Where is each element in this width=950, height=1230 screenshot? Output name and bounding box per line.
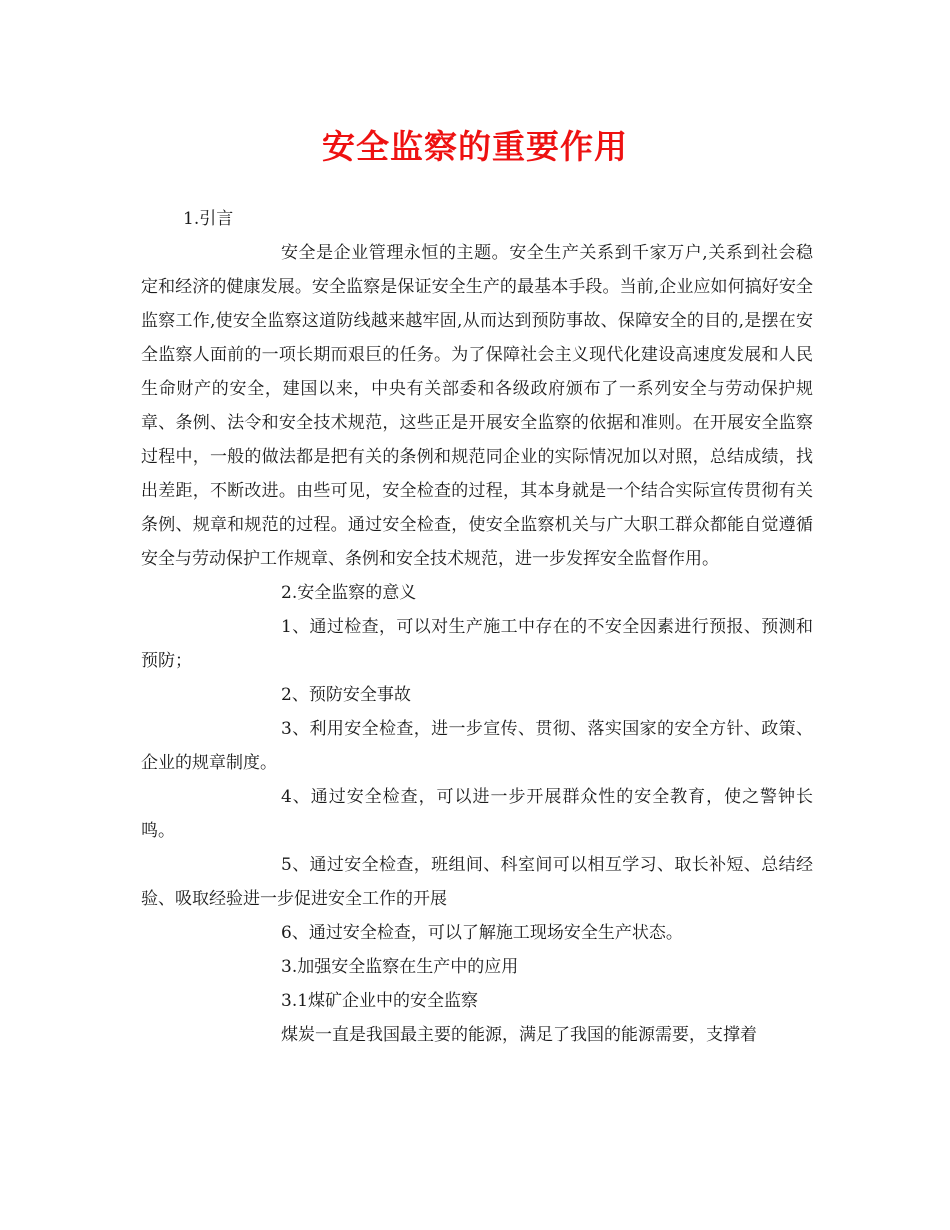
- subsection-heading-coal-mining: 3.1煤矿企业中的安全监察: [281, 991, 479, 1011]
- list-item: 1、通过检查，可以对生产施工中存在的不安全因素进行预报、预测和预防；: [141, 617, 813, 671]
- list-item: 3、利用安全检查，进一步宣传、贯彻、落实国家的安全方针、政策、企业的规章制度。: [141, 719, 813, 773]
- paragraph-introduction: 安全是企业管理永恒的主题。安全生产关系到千家万户,关系到社会稳定和经济的健康发展。安全监察是保证安全生产的最基本手段。当前,企业应如何搞好安全监察工作,使安全监察这道防线越来越牢固,从而达到预防事故、保障安全的目的,是摆在安全监察人面前的一项长期而艰巨的任务。为了保障社会主义现代化建设高速度发展和人民生命财产的安全，建国以来，中央有关部委和各级政府颁布了一系列安全与劳动保护规章、条例、法令和安全技术规范，这些正是开展安全监察的依据和准则。在开展安全监察过程中，一般的做法都是把有关的条例和规范同企业的实际情况加以对照，总结成绩，找出差距，不断改进。由些可见，安全检查的过程，其本身就是一个结合实际宣传贯彻有关条例、规章和规范的过程。通过安全检查，使安全监察机关与广大职工群众都能自觉遵循安全与劳动保护工作规章、条例和安全技术规范，进一步发挥安全监督作用。: [141, 243, 813, 569]
- list-item: 4、通过安全检查，可以进一步开展群众性的安全教育，使之警钟长鸣。: [141, 787, 813, 841]
- list-item: 2、预防安全事故: [281, 685, 411, 705]
- document-body: [141, 202, 813, 1052]
- list-item: 6、通过安全检查，可以了解施工现场安全生产状态。: [281, 923, 683, 943]
- document-title: 安全监察的重要作用: [322, 127, 628, 166]
- section-heading-significance: 2.安全监察的意义: [281, 583, 417, 603]
- list-item: 5、通过安全检查，班组间、科室间可以相互学习、取长补短、总结经验、吸取经验进一步促进安全工作的开展: [141, 855, 813, 909]
- section-heading-introduction: 1.引言: [183, 209, 234, 229]
- section-heading-application: 3.加强安全监察在生产中的应用: [281, 957, 519, 977]
- paragraph-coal-mining: 煤炭一直是我国最主要的能源，满足了我国的能源需要，支撑着: [281, 1025, 757, 1045]
